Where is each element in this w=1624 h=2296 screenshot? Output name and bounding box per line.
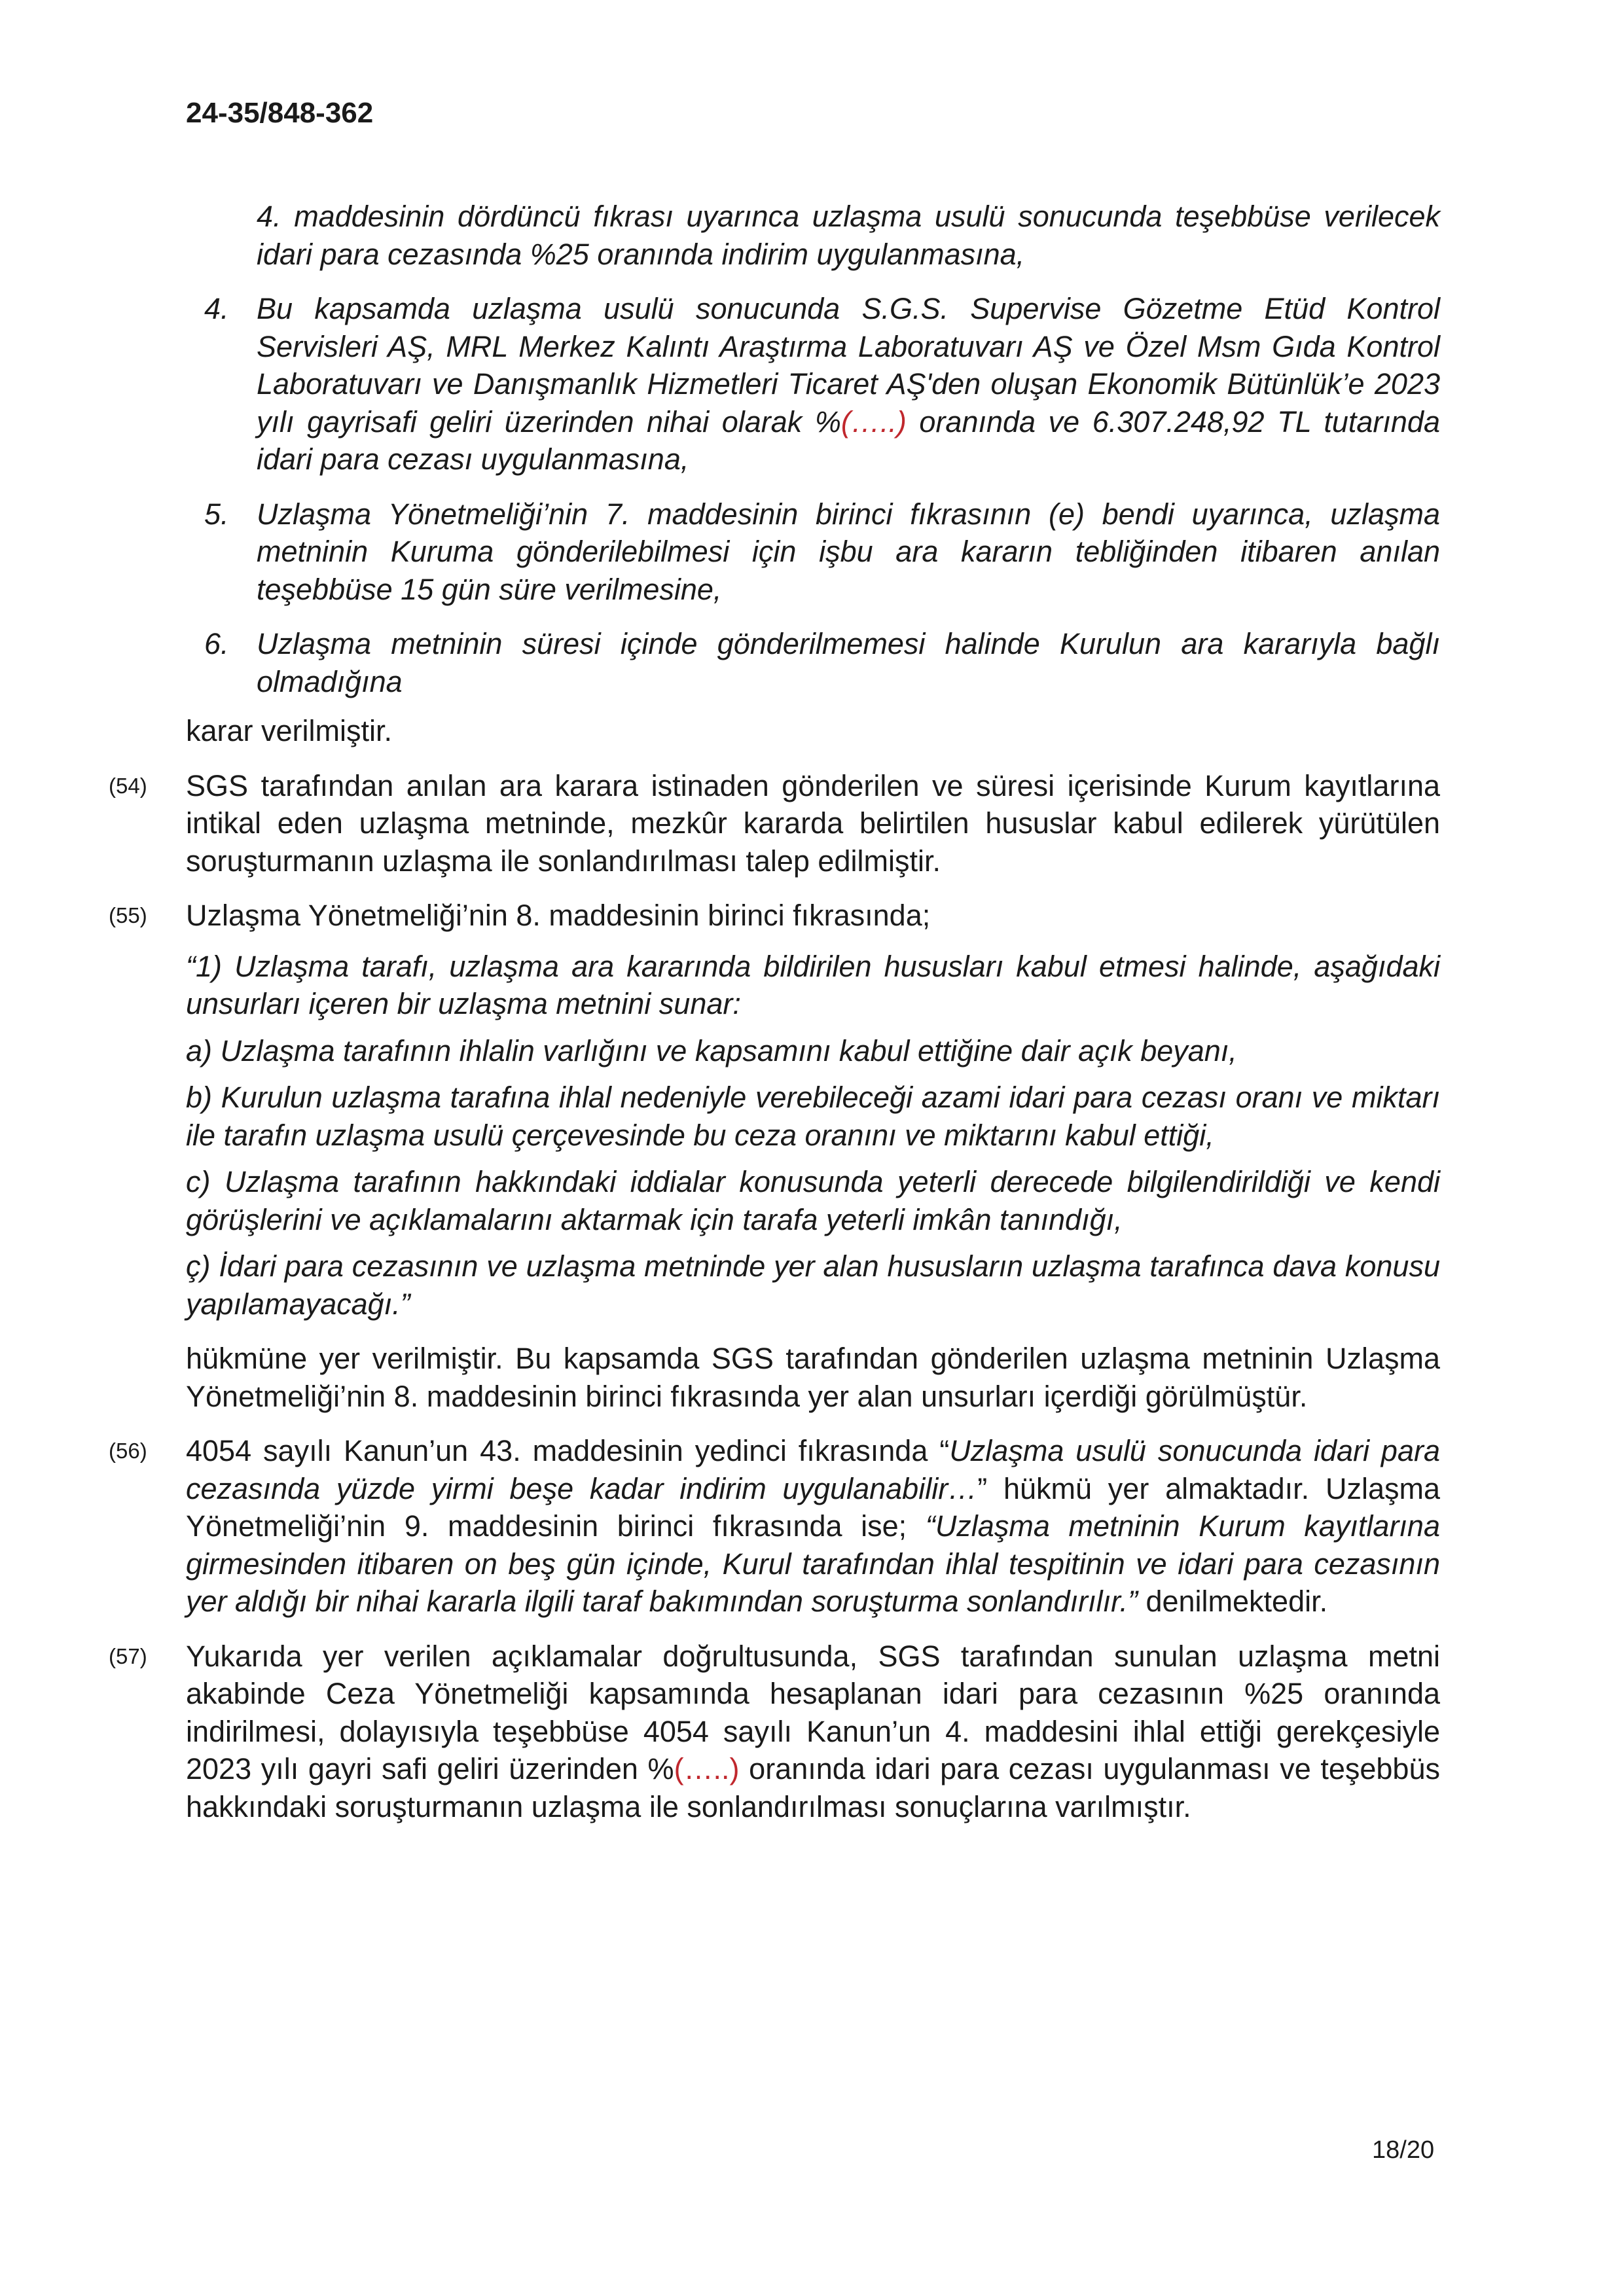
list-item-continuation <box>257 198 1440 273</box>
list-item-text: Bu kapsamda uzlaşma usulü sonucunda S.G.S. Supervise Gözetme Etüd Kontrol Servisleri AŞ, MRL Merkez Kalıntı Araştırma Laboratuvarı AŞ ve Özel Msm Gıda Kontrol Laboratuvarı ve Danışmanlık Hizmetleri Ticaret AŞ'den oluşan Ekonomik Bütünlük’e 2023 yılı gayrisafi geliri üzerinden nihai olarak % <box>257 292 1440 439</box>
paragraph-text: ” hükmü yer almaktadır. Uzlaşma Yönetmeliği’nin 9. maddesinin birinci fıkrasında ise; <box>186 1471 1440 1543</box>
list-item-text: Uzlaşma metninin süresi içinde gönderilmemesi halinde Kurulun ara kararıyla bağlı olmadığına <box>257 627 1440 698</box>
paragraph-55-continuation: hükmüne yer verilmiştir. Bu kapsamda SGS tarafından gönderilen uzlaşma metninin Uzlaşma Yönetmeliği’nin 8. maddesinin birinci fıkrasında yer alan unsurları içerdiği görülmüştür. <box>186 1342 1440 1413</box>
paragraph-text: SGS tarafından anılan ara karara istinaden gönderilen ve süresi içerisinde Kurum kayıtlarına intikal eden uzlaşma metninde, mezkûr kararda belirtilen hususlar kabul edilerek yürütülen soruşturmanın uzlaşma ile sonlandırılması talep edilmiştir. <box>186 768 1440 878</box>
paragraph-54 <box>109 767 1440 880</box>
redacted-value: (…..) <box>674 1752 740 1785</box>
paragraph-number: (57) <box>109 1643 147 1668</box>
quote-clause-c-cedilla: ç) İdari para cezasının ve uzlaşma metninde yer alan hususların uzlaşma tarafınca dava konusu yapılamayacağı.” <box>186 1249 1440 1321</box>
list-item-number: 6. <box>204 627 229 660</box>
list-item-5 <box>204 495 1440 609</box>
paragraph-57 <box>109 1638 1440 1826</box>
document-body <box>0 198 1624 1842</box>
list-item-number: 4. <box>204 292 229 325</box>
paragraph-text-end: oranında idari para cezası uygulanması ve teşebbüs hakkındaki soruşturmanın uzlaşma ile sonlandırılması sonuçlarına varılmıştır. <box>186 1752 1440 1823</box>
list-item-text: Uzlaşma Yönetmeliği’nin 7. maddesinin birinci fıkrasının (e) bendi uyarınca, uzlaşma metninin Kuruma gönderilebilmesi için işbu ara kararın tebliğinden itibaren anılan teşebbüse 15 gün süre verilmesine, <box>257 497 1440 606</box>
list-item-text: 4. maddesinin dördüncü fıkrası uyarınca uzlaşma usulü sonucunda teşebbüse verilecek idari para cezasında %25 oranında indirim uygulanmasına, <box>257 200 1440 271</box>
quote-clause-a: a) Uzlaşma tarafının ihlalin varlığını ve kapsamını kabul ettiğine dair açık beyanı, <box>186 1033 1237 1067</box>
document-number: 24-35/848-362 <box>186 97 374 129</box>
quote-clause-c: c) Uzlaşma tarafının hakkındaki iddialar konusunda yeterli derecede bilgilendirildiği ve kendi görüşlerini ve açıklamalarını aktarmak için tarafa yeterli imkân tanındığı, <box>186 1165 1440 1236</box>
paragraph-text: Yukarıda yer verilen açıklamalar doğrultusunda, SGS tarafından sunulan uzlaşma metni akabinde Ceza Yönetmeliği kapsamında hesaplanan idari para cezasının %25 oranında indirilmesi, dolayısıyla teşebbüse 4054 sayılı Kanun’un 4. maddesini ihlal ettiği gerekçesiyle 2023 yılı gayri safi geliri üzerinden % <box>186 1639 1440 1785</box>
list-item-6 <box>204 625 1440 700</box>
paragraph-text: denilmektedir. <box>1137 1585 1328 1618</box>
list-item-4 <box>204 290 1440 478</box>
decision-line: karar verilmiştir. <box>186 714 393 747</box>
paragraph-56 <box>109 1432 1441 1621</box>
list-item-number: 5. <box>204 497 229 531</box>
paragraph-number: (55) <box>109 903 147 927</box>
list-item-text-end: oranında ve 6.307.248,92 TL tutarında idari para cezası uygulanmasına, <box>257 404 1440 476</box>
page-number: 18/20 <box>1372 2136 1435 2164</box>
paragraph-text: 4054 sayılı Kanun’un 43. maddesinin yedinci fıkrasında “ <box>186 1434 950 1467</box>
quoted-text: Uzlaşma usulü sonucunda idari para cezasında yüzde yirmi beşe kadar indirim uygulanabilir… <box>186 1434 1441 1505</box>
paragraph-text: Uzlaşma Yönetmeliği’nin 8. maddesinin birinci fıkrasında; <box>186 899 931 932</box>
paragraph-number: (54) <box>109 773 147 798</box>
quote-clause-1: “1) Uzlaşma tarafı, uzlaşma ara kararında bildirilen hususları kabul etmesi halinde, aşağıdaki unsurları içeren bir uzlaşma metnini sunar: <box>186 949 1440 1020</box>
paragraph-number: (56) <box>109 1439 147 1463</box>
quote-clause-b: b) Kurulun uzlaşma tarafına ihlal nedeniyle verebileceği azami idari para cezası oranı ve miktarı ile tarafın uzlaşma usulü çerçevesinde bu ceza oranını ve miktarını kabul ettiği, <box>186 1081 1440 1152</box>
paragraph-55 <box>109 897 1440 935</box>
quoted-text: “Uzlaşma metninin Kurum kayıtlarına girmesinden itibaren on beş gün içinde, Kurul tarafından ihlal tespitinin ve idari para cezasının yer aldığı bir nihai kararla ilgili taraf bakımından soruşturma sonlandırılır.” <box>186 1509 1440 1618</box>
redacted-value: (…..) <box>840 404 907 439</box>
